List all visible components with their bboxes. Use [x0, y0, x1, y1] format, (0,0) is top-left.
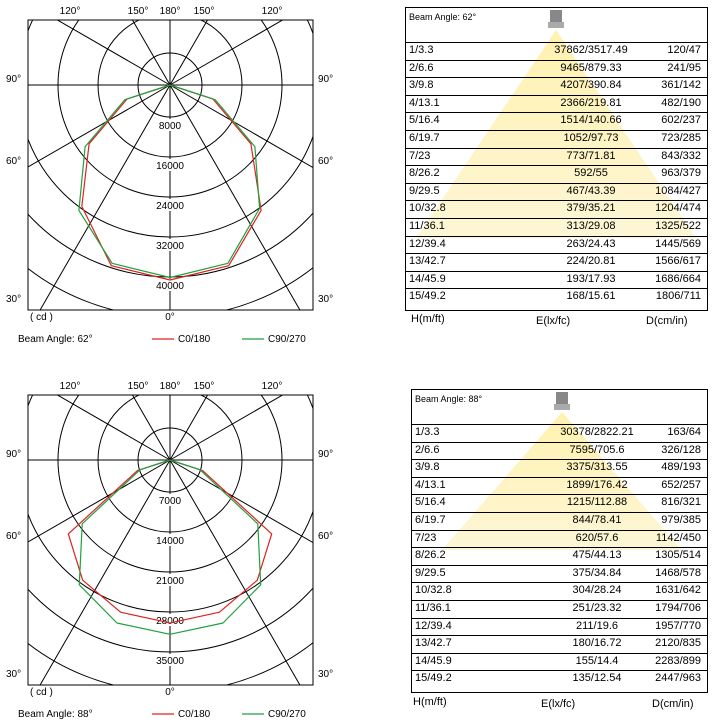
angle-label: 90°: [6, 449, 22, 460]
legend-label: C0/180: [178, 709, 211, 720]
angle-label: 150°: [127, 6, 149, 17]
angle-label: 150°: [193, 381, 215, 392]
radial-tick-label: 8000: [158, 121, 182, 132]
beam-angle-label: Beam Angle: 88°: [415, 394, 483, 404]
angle-label: 150°: [127, 381, 149, 392]
illuminance-cell: 30378/2822.21: [560, 426, 634, 438]
radial-tick-label: 16000: [156, 161, 184, 172]
diameter-cell: 816/321: [661, 496, 701, 509]
illuminance-cell: 155/14.4: [575, 654, 619, 667]
table-row: [406, 165, 707, 183]
illuminance-cell: 1514/140.66: [560, 114, 622, 127]
height-cell: 7/23: [415, 531, 437, 544]
height-cell: 4/13.1: [409, 96, 440, 109]
height-cell: 13/42.7: [415, 637, 452, 650]
table-row: [406, 112, 707, 130]
height-cell: 8/26.2: [415, 549, 446, 562]
illuminance-cell: 592/55: [574, 167, 608, 180]
angle-label: 120°: [261, 6, 283, 17]
diameter-cell: 1325/522: [655, 220, 701, 232]
table-row: [412, 582, 707, 600]
table-row: [412, 512, 707, 530]
radial-tick-label: 40000: [156, 281, 184, 292]
radial-tick-label: 28000: [156, 616, 184, 627]
grid-radial-line: [170, 460, 360, 660]
table-row: [412, 565, 707, 583]
radial-tick-label: 35000: [156, 656, 184, 667]
table-row: [412, 442, 707, 460]
diameter-cell: 1686/664: [655, 272, 701, 285]
diameter-cell: 1468/578: [655, 566, 701, 579]
height-cell: 1/3.3: [415, 426, 440, 438]
height-cell: 10/32.8: [415, 584, 452, 597]
diameter-cell: 120/47: [667, 44, 701, 56]
diameter-cell: 1142/450: [655, 531, 701, 544]
diameter-cell: 326/128: [661, 443, 701, 456]
height-cell: 12/39.4: [409, 237, 446, 250]
table-row: [412, 653, 707, 671]
radial-tick-label: 14000: [156, 536, 184, 547]
polar-grid: [0, 375, 360, 725]
angle-label: 180°: [159, 6, 181, 17]
diameter-cell: 843/332: [661, 149, 701, 162]
angle-label: 30°: [6, 294, 22, 305]
spotlight-icon: [548, 10, 564, 28]
diameter-cell: 1305/514: [655, 549, 701, 562]
angle-label: 180°: [159, 381, 181, 392]
illuminance-cell: 7595/705.6: [569, 443, 625, 456]
height-cell: 7/23: [409, 149, 431, 162]
illuminance-cell: 379/35.21: [566, 202, 616, 215]
header-height: H(m/ft): [411, 313, 445, 325]
height-cell: 12/39.4: [415, 619, 452, 632]
illuminance-cell: 1899/176.42: [566, 478, 628, 491]
table-row: [412, 670, 707, 688]
header-illuminance: E(lx/fc): [541, 698, 576, 710]
illuminance-cell: 1215/112.88: [566, 496, 628, 509]
table-row: [406, 236, 707, 254]
illuminance-cell: 3375/313.55: [566, 461, 628, 474]
angle-label: 150°: [193, 6, 215, 17]
illuminance-cell: 263/24.43: [566, 237, 616, 250]
header-height: H(m/ft): [413, 696, 447, 708]
beam-angle-label: Beam Angle: 88°: [18, 709, 93, 720]
spotlight-icon: [554, 392, 570, 410]
table-row: [406, 288, 707, 306]
illuminance-cell: 2366/219.81: [560, 96, 622, 109]
table-row: [406, 77, 707, 95]
diameter-cell: 489/193: [661, 461, 701, 474]
angle-label: 60°: [318, 531, 334, 542]
angle-label: 120°: [59, 6, 81, 17]
height-cell: 9/29.5: [415, 566, 446, 579]
diameter-cell: 2283/899: [655, 654, 701, 667]
illuminance-cell: 844/78.41: [572, 514, 622, 526]
height-cell: 15/49.2: [409, 290, 446, 303]
height-cell: 8/26.2: [409, 167, 440, 180]
radial-tick-label: 7000: [158, 496, 182, 507]
height-cell: 3/9.8: [409, 79, 434, 92]
height-cell: 2/6.6: [415, 443, 440, 456]
angle-label: 30°: [6, 669, 22, 680]
height-cell: 14/45.9: [409, 272, 446, 285]
grid-circle: [0, 0, 360, 277]
height-cell: 1/3.3: [409, 44, 434, 56]
angle-label: 90°: [318, 74, 334, 85]
legend-label: C90/270: [268, 334, 306, 345]
illuminance-table-88: [411, 389, 708, 693]
table-row: [412, 494, 707, 512]
illuminance-cell: 168/15.61: [566, 290, 616, 303]
table-row: [412, 530, 707, 548]
radial-tick-label: 21000: [156, 576, 184, 587]
unit-label: ( cd ): [30, 687, 53, 698]
legend-label: C90/270: [268, 709, 306, 720]
height-cell: 3/9.8: [415, 461, 440, 474]
angle-label: 90°: [6, 74, 22, 85]
polar-svg-62: [0, 0, 360, 350]
illuminance-cell: 304/28.24: [572, 584, 622, 597]
angle-label: 0°: [165, 312, 175, 323]
table-row: [412, 635, 707, 653]
height-cell: 11/36.1: [409, 220, 445, 232]
header-diameter: D(cm/in): [652, 698, 694, 710]
illuminance-cell: 467/43.39: [566, 184, 616, 197]
grid-circle: [0, 375, 360, 652]
angle-label: 120°: [59, 381, 81, 392]
diameter-cell: 723/285: [661, 132, 701, 144]
angle-label: 60°: [318, 156, 334, 167]
height-cell: 10/32.8: [409, 202, 446, 215]
angle-label: 120°: [261, 381, 283, 392]
diameter-cell: 1566/617: [655, 255, 701, 268]
table-row: [406, 183, 707, 201]
angle-label: 60°: [6, 156, 22, 167]
height-cell: 6/19.7: [409, 132, 440, 144]
diameter-cell: 1631/642: [655, 584, 701, 597]
radial-tick-label: 32000: [156, 241, 184, 252]
height-cell: 9/29.5: [409, 184, 440, 197]
angle-label: 30°: [318, 294, 334, 305]
diameter-cell: 602/237: [661, 114, 701, 127]
height-cell: 5/16.4: [409, 114, 440, 127]
table-row: [406, 148, 707, 166]
table-row: [412, 424, 707, 442]
table-row: [412, 618, 707, 636]
diameter-cell: 963/379: [661, 167, 701, 180]
illuminance-cell: 4207/390.84: [560, 79, 622, 92]
illuminance-table-62: [405, 7, 708, 311]
diameter-cell: 979/385: [661, 514, 701, 526]
height-cell: 5/16.4: [415, 496, 446, 509]
illuminance-cell: 313/29.08: [566, 220, 616, 232]
diameter-cell: 1204/474: [655, 202, 701, 215]
angle-label: 30°: [318, 669, 334, 680]
table-row: [406, 95, 707, 113]
table-row: [406, 200, 707, 218]
illuminance-cell: 224/20.81: [566, 255, 616, 268]
table-row: [412, 459, 707, 477]
illuminance-cell: 375/34.84: [572, 566, 622, 579]
polar-grid: [0, 0, 360, 350]
illuminance-cell: 251/23.32: [572, 602, 622, 614]
diameter-cell: 1957/770: [655, 619, 701, 632]
table-row: [406, 253, 707, 271]
illuminance-cell: 193/17.93: [566, 272, 616, 285]
grid-radial-line: [170, 85, 360, 285]
header-illuminance: E(lx/fc): [536, 315, 571, 327]
illuminance-cell: 1052/97.73: [563, 132, 619, 144]
angle-label: 90°: [318, 449, 334, 460]
diameter-cell: 163/64: [667, 426, 701, 438]
polar-svg-88: [0, 375, 360, 725]
diameter-cell: 652/257: [661, 478, 701, 491]
table-row: [406, 60, 707, 78]
header-diameter: D(cm/in): [646, 315, 688, 327]
illuminance-cell: 773/71.81: [566, 149, 616, 162]
table-row: [406, 42, 707, 60]
grid-radial-line: [0, 460, 170, 660]
diameter-cell: 482/190: [661, 96, 701, 109]
table-row: [412, 547, 707, 565]
grid-circle: [0, 375, 360, 692]
diameter-cell: 1084/427: [655, 184, 701, 197]
grid-circle: [0, 0, 360, 317]
height-cell: 14/45.9: [415, 654, 452, 667]
height-cell: 4/13.1: [415, 478, 446, 491]
unit-label: ( cd ): [30, 312, 53, 323]
height-cell: 11/36.1: [415, 602, 451, 614]
table-row: [412, 477, 707, 495]
diameter-cell: 2120/835: [655, 637, 701, 650]
diameter-cell: 241/95: [667, 61, 701, 74]
illuminance-cell: 620/57.6: [575, 531, 619, 544]
height-cell: 13/42.7: [409, 255, 446, 268]
diameter-cell: 1445/569: [655, 237, 701, 250]
legend-label: C0/180: [178, 334, 211, 345]
grid-radial-line: [0, 85, 170, 285]
angle-label: 60°: [6, 531, 22, 542]
illuminance-cell: 9465/879.33: [560, 61, 622, 74]
polar-chart-88: [0, 375, 360, 725]
diameter-cell: 1794/706: [655, 602, 701, 614]
polar-chart-62: [0, 0, 360, 350]
illuminance-cell: 180/16.72: [572, 637, 622, 650]
diameter-cell: 2447/963: [655, 672, 701, 685]
height-cell: 6/19.7: [415, 514, 446, 526]
radial-tick-label: 24000: [156, 201, 184, 212]
height-cell: 15/49.2: [415, 672, 452, 685]
table-row: [412, 600, 707, 618]
diameter-cell: 361/142: [661, 79, 701, 92]
beam-angle-label: Beam Angle: 62°: [409, 12, 477, 22]
beam-angle-label: Beam Angle: 62°: [18, 334, 93, 345]
illuminance-cell: 37862/3517.49: [554, 44, 628, 56]
illuminance-cell: 475/44.13: [572, 549, 622, 562]
illuminance-cell: 211/19.6: [575, 619, 618, 632]
table-row: [406, 218, 707, 236]
table-row: [406, 271, 707, 289]
illuminance-cell: 135/12.54: [572, 672, 622, 685]
height-cell: 2/6.6: [409, 61, 434, 74]
table-row: [406, 130, 707, 148]
angle-label: 0°: [165, 687, 175, 698]
diameter-cell: 1806/711: [655, 290, 701, 303]
